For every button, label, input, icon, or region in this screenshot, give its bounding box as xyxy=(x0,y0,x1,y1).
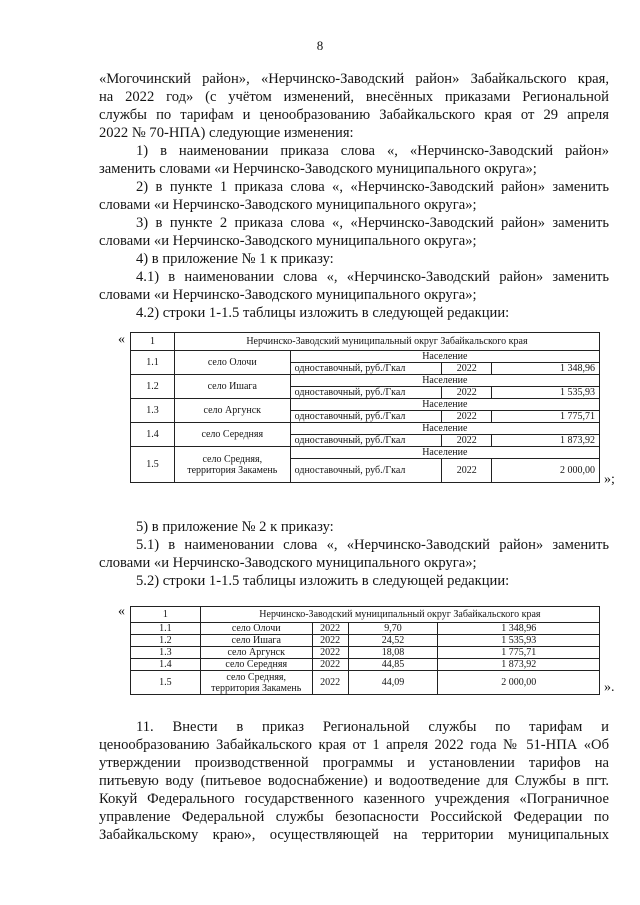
closing-line: ценообразованию Забайкальского края от 1 апреля 2022 года № 51-НПА «Об xyxy=(99,737,609,753)
item-line: 3) в пункте 2 приказа слова «, «Нерчинско-Заводский район» заменить xyxy=(136,215,609,231)
table1-row-type: одноставочный, руб./Гкал xyxy=(290,411,442,423)
item-line: заменить словами «и Нерчинско-Заводского муниципального округа»; xyxy=(99,161,537,177)
table2-row-year: 2022 xyxy=(312,659,348,671)
table2-row-value-b: 2 000,00 xyxy=(438,671,600,695)
table2-row-num: 1.4 xyxy=(131,659,201,671)
table1-open-quote: « xyxy=(118,332,125,347)
table1-row-name: село Ишага xyxy=(174,375,290,399)
table1-row-num: 1.1 xyxy=(131,351,175,375)
table1-row-name: село Средняя, территория Закамень xyxy=(174,447,290,483)
item-line: словами «и Нерчинско-Заводского муниципального округа»; xyxy=(99,287,477,303)
table2-row-value-a: 9,70 xyxy=(348,623,438,635)
table1-row-year: 2022 xyxy=(442,387,492,399)
table2-row-value-b: 1 348,96 xyxy=(438,623,600,635)
table1-row-type: одноставочный, руб./Гкал xyxy=(290,387,442,399)
table-row xyxy=(131,671,600,695)
table2-header-row xyxy=(131,607,600,623)
item-line: словами «и Нерчинско-Заводского муниципального округа»; xyxy=(99,233,477,249)
table-row xyxy=(131,623,600,635)
table-row xyxy=(131,447,600,459)
table2-row-year: 2022 xyxy=(312,635,348,647)
table1-row-group: Население xyxy=(290,447,599,459)
table1-row-type: одноставочный, руб./Гкал xyxy=(290,459,442,483)
table-row xyxy=(131,423,600,435)
table1-row-num: 1.4 xyxy=(131,423,175,447)
table1-row-type: одноставочный, руб./Гкал xyxy=(290,435,442,447)
intro-line: службы по тарифам и ценообразованию Забайкальского края от 29 апреля xyxy=(99,107,609,123)
table1-row-type: одноставочный, руб./Гкал xyxy=(290,363,442,375)
table1-row-value: 1 348,96 xyxy=(492,363,600,375)
table2-row-value-a: 24,52 xyxy=(348,635,438,647)
table2-header-num: 1 xyxy=(131,607,201,623)
table-row xyxy=(131,375,600,387)
page-number: 8 xyxy=(316,38,324,53)
item-line: 2) в пункте 1 приказа слова «, «Нерчинско-Заводский район» заменить xyxy=(136,179,609,195)
item-line: 4.2) строки 1-1.5 таблицы изложить в следующей редакции: xyxy=(136,305,510,321)
table2-row-value-b: 1 873,92 xyxy=(438,659,600,671)
table2-row-value-b: 1 775,71 xyxy=(438,647,600,659)
table2-row-value-a: 44,09 xyxy=(348,671,438,695)
table2-open-quote: « xyxy=(118,604,125,619)
table1-header-num: 1 xyxy=(131,333,175,351)
intro-line: «Могочинский район», «Нерчинско-Заводский район» Забайкальского края, xyxy=(99,71,609,87)
table2-header-title: Нерчинско-Заводский муниципальный округ Забайкальского края xyxy=(200,607,599,623)
table2-row-value-b: 1 535,93 xyxy=(438,635,600,647)
table1-row-group: Население xyxy=(290,351,599,363)
table1-close-quote: »; xyxy=(604,472,615,487)
table1-row-value: 1 535,93 xyxy=(492,387,600,399)
table1-row-year: 2022 xyxy=(442,363,492,375)
table2-row-name: село Средняя, территория Закамень xyxy=(200,671,312,695)
table1-row-group: Население xyxy=(290,399,599,411)
item-line: 5.1) в наименовании слова «, «Нерчинско-Заводский район» заменить xyxy=(136,537,609,553)
table2-row-num: 1.5 xyxy=(131,671,201,695)
table-row xyxy=(131,647,600,659)
table1-row-value: 1 873,92 xyxy=(492,435,600,447)
table-row xyxy=(131,399,600,411)
table1-row-num: 1.3 xyxy=(131,399,175,423)
table1-row-year: 2022 xyxy=(442,411,492,423)
table1-row-name: село Аргунск xyxy=(174,399,290,423)
item-line: 5) в приложение № 2 к приказу: xyxy=(136,519,334,535)
table2-row-value-a: 44,85 xyxy=(348,659,438,671)
table2-row-name: село Середняя xyxy=(200,659,312,671)
table1-row-year: 2022 xyxy=(442,459,492,483)
table-row xyxy=(131,659,600,671)
table1-row-name: село Олочи xyxy=(174,351,290,375)
closing-line: питьевую воду (питьевое водоснабжение) и водоотведение для Службы в пгт. xyxy=(99,773,609,789)
table2-row-num: 1.2 xyxy=(131,635,201,647)
item-line: 1) в наименовании приказа слова «, «Нерчинско-Заводский район» xyxy=(136,143,609,159)
table1-row-year: 2022 xyxy=(442,435,492,447)
item-line: 4.1) в наименовании слова «, «Нерчинско-Заводский район» заменить xyxy=(136,269,609,285)
table1-header-title: Нерчинско-Заводский муниципальный округ Забайкальского края xyxy=(174,333,599,351)
closing-line: утверждении производственной программы и установлении тарифов на xyxy=(99,755,609,771)
table2-close-quote: ». xyxy=(604,680,615,695)
table2-row-name: село Ишага xyxy=(200,635,312,647)
table-row xyxy=(131,635,600,647)
table1-row-num: 1.2 xyxy=(131,375,175,399)
table2-row-year: 2022 xyxy=(312,671,348,695)
table1-row-group: Население xyxy=(290,423,599,435)
table1-header-row xyxy=(131,333,600,351)
table1-row-value: 1 775,71 xyxy=(492,411,600,423)
intro-line: 2022 № 70-НПА) следующие изменения: xyxy=(99,125,354,141)
table1-row-group: Население xyxy=(290,375,599,387)
item-line: словами «и Нерчинско-Заводского муниципального округа»; xyxy=(99,197,477,213)
table1-row-num: 1.5 xyxy=(131,447,175,483)
table-row xyxy=(131,351,600,363)
table2-row-year: 2022 xyxy=(312,623,348,635)
tariff-table-2 xyxy=(130,606,600,695)
table2-row-name: село Аргунск xyxy=(200,647,312,659)
closing-line: управление Федеральной службы безопасности Российской Федерации по xyxy=(99,809,609,825)
table2-row-num: 1.3 xyxy=(131,647,201,659)
table2-row-num: 1.1 xyxy=(131,623,201,635)
intro-line: на 2022 год» (с учётом изменений, внесённых приказами Региональной xyxy=(99,89,609,105)
table1-row-value: 2 000,00 xyxy=(492,459,600,483)
closing-line: Кокуй Федерального государственного казенного учреждения «Пограничное xyxy=(99,791,609,807)
item-line: 4) в приложение № 1 к приказу: xyxy=(136,251,334,267)
tariff-table-1 xyxy=(130,332,600,483)
item-line: 5.2) строки 1-1.5 таблицы изложить в следующей редакции: xyxy=(136,573,510,589)
closing-line: Забайкальскому краю», осуществляющей на территории муниципальных xyxy=(99,827,609,843)
table2-row-name: село Олочи xyxy=(200,623,312,635)
table2-row-year: 2022 xyxy=(312,647,348,659)
closing-line: 11. Внести в приказ Региональной службы по тарифам и xyxy=(136,719,609,735)
table1-row-name: село Середняя xyxy=(174,423,290,447)
item-line: словами «и Нерчинско-Заводского муниципального округа»; xyxy=(99,555,477,571)
table2-row-value-a: 18,08 xyxy=(348,647,438,659)
